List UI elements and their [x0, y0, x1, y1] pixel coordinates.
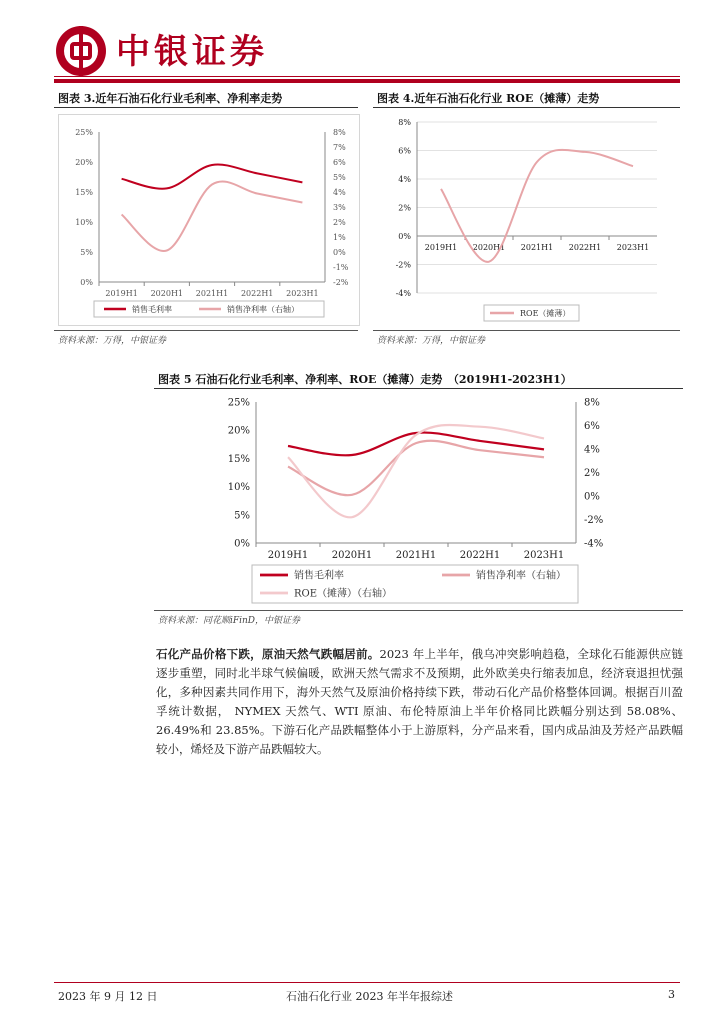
x-axis-category-label: 2020H1	[331, 550, 373, 561]
right-axis-tick-label: 2%	[333, 217, 346, 227]
right-axis-tick-label: -4%	[584, 538, 604, 550]
x-axis-category-label: 2023H1	[286, 289, 319, 298]
legend-label-1: ROE（摊薄）	[520, 308, 571, 318]
x-axis-category-label: 2023H1	[523, 550, 565, 561]
left-axis-tick-label: 6%	[398, 146, 411, 156]
x-axis-category-label: 2020H1	[150, 289, 184, 298]
legend-label-2: 销售净利率（右轴）	[476, 570, 566, 582]
right-axis-tick-label: -1%	[333, 262, 349, 272]
left-axis-tick-label: 0%	[80, 277, 93, 287]
right-axis-tick-label: 1%	[333, 232, 346, 242]
left-axis-tick-label: 10%	[227, 482, 250, 494]
figure-4-source: 资料来源：万得，中银证券	[377, 336, 486, 346]
right-axis-tick-label: 4%	[333, 187, 346, 197]
x-axis-category-label: 2021H1	[195, 289, 229, 298]
figure-3-source: 资料来源：万得，中银证券	[58, 336, 167, 346]
body-text: 2023 年上半年，俄乌冲突影响趋稳，全球化石能源供应链逐步重塑，同时北半球气候偏暖，欧洲天然气需求不及预期，此外欧美央行缩表加息，经济衰退担忧强化，多种因素共同作用下，海外天然气及原油价格持续下跌，带动石化产品价格整体回调。根据百川盈孚统计数据， NYMEX 天然气、WTI 原油、布伦特原油上半年价格同比跌幅分别达到 58.08%、26.49%和 23.85%。下游石化产品跌幅整体小于上游原料，分产品来看，国内成品油及芳烃产品跌幅较小，烯烃及下游产品跌幅较大。	[156, 647, 684, 756]
figure-5-chart	[156, 392, 682, 608]
right-axis-tick-label: 3%	[333, 202, 346, 212]
series-line-2	[288, 441, 544, 495]
right-axis-tick-label: 6%	[584, 421, 600, 432]
body-paragraph	[156, 645, 683, 759]
x-axis-category-label: 2019H1	[424, 243, 458, 252]
figure-4-chart	[377, 114, 677, 328]
right-axis-tick-label: -2%	[333, 277, 349, 287]
figure-3-source-rule	[54, 330, 358, 331]
legend-label-1: 销售毛利率	[294, 570, 344, 582]
x-axis-category-label: 2020H1	[472, 243, 506, 252]
figure-3-caption: 图表 3.近年石油石化行业毛利率、净利率走势	[58, 92, 283, 105]
figure-3-caption-rule	[54, 107, 358, 108]
left-axis-tick-label: 15%	[227, 453, 250, 465]
footer-page-number: 3	[668, 988, 675, 1001]
left-axis-tick-label: -2%	[395, 260, 411, 270]
figure-4-source-rule	[373, 330, 680, 331]
right-axis-tick-label: 7%	[333, 142, 346, 152]
body-lead: 石化产品价格下跌，原油天然气跌幅居前。	[156, 647, 380, 661]
figure-3-chart-frame	[58, 114, 360, 326]
footer-title: 石油石化行业 2023 年半年报综述	[286, 990, 453, 1003]
figure-4-chart-area	[377, 114, 677, 328]
bank-of-china-logo	[54, 24, 108, 78]
legend-label-3: ROE（摊薄）（右轴）	[294, 588, 393, 600]
figure-5-source: 资料来源：同花顺iFinD，中银证券	[158, 616, 301, 626]
left-axis-tick-label: 2%	[398, 203, 411, 213]
x-axis-category-label: 2022H1	[240, 289, 274, 298]
left-axis-tick-label: -4%	[395, 288, 411, 298]
figure-5-caption: 图表 5 石油石化行业毛利率、净利率、ROE（摊薄）走势 （2019H1-2023H1）	[158, 373, 572, 386]
figure-5-source-rule	[154, 610, 683, 611]
left-axis-tick-label: 8%	[398, 117, 411, 127]
figure-4-caption: 图表 4.近年石油石化行业 ROE（摊薄）走势	[377, 92, 600, 105]
x-axis-category-label: 2023H1	[616, 243, 650, 252]
left-axis-tick-label: 20%	[227, 425, 250, 437]
left-axis-tick-label: 25%	[75, 127, 93, 137]
right-axis-tick-label: 0%	[333, 247, 346, 257]
right-axis-tick-label: 4%	[584, 444, 600, 456]
x-axis-category-label: 2021H1	[395, 550, 437, 561]
x-axis-category-label: 2019H1	[105, 289, 138, 298]
left-axis-tick-label: 10%	[75, 217, 93, 227]
left-axis-tick-label: 0%	[234, 538, 250, 550]
figure-5-chart-area	[156, 392, 682, 608]
legend-label-2: 销售净利率（右轴）	[227, 304, 299, 314]
right-axis-tick-label: -2%	[584, 515, 604, 526]
right-axis-tick-label: 6%	[333, 157, 346, 167]
x-axis-category-label: 2019H1	[267, 550, 309, 561]
figure-4-caption-rule	[373, 107, 680, 108]
left-axis-tick-label: 4%	[398, 174, 411, 184]
legend-label-1: 销售毛利率	[132, 304, 172, 314]
x-axis-category-label: 2022H1	[459, 550, 501, 561]
footer-date: 2023 年 9 月 12 日	[58, 990, 158, 1003]
header-rule-thin	[54, 76, 680, 77]
right-axis-tick-label: 2%	[584, 468, 600, 479]
series-line-2	[122, 181, 303, 251]
right-axis-tick-label: 8%	[333, 127, 346, 137]
left-axis-tick-label: 15%	[75, 187, 93, 197]
left-axis-tick-label: 20%	[75, 157, 93, 167]
figure-5-caption-rule	[154, 388, 683, 389]
left-axis-tick-label: 0%	[398, 231, 411, 241]
brand-name: 中银证券	[116, 32, 268, 72]
figure-3-chart	[59, 115, 359, 325]
header-rule	[54, 79, 680, 83]
left-axis-tick-label: 5%	[234, 510, 250, 522]
left-axis-tick-label: 5%	[80, 247, 93, 257]
x-axis-category-label: 2022H1	[568, 243, 602, 252]
right-axis-tick-label: 0%	[584, 491, 600, 503]
left-axis-tick-label: 25%	[227, 397, 250, 409]
right-axis-tick-label: 5%	[333, 172, 346, 182]
right-axis-tick-label: 8%	[584, 397, 600, 409]
x-axis-category-label: 2021H1	[520, 243, 554, 252]
footer-rule	[54, 982, 680, 983]
series-line-3	[288, 425, 544, 517]
